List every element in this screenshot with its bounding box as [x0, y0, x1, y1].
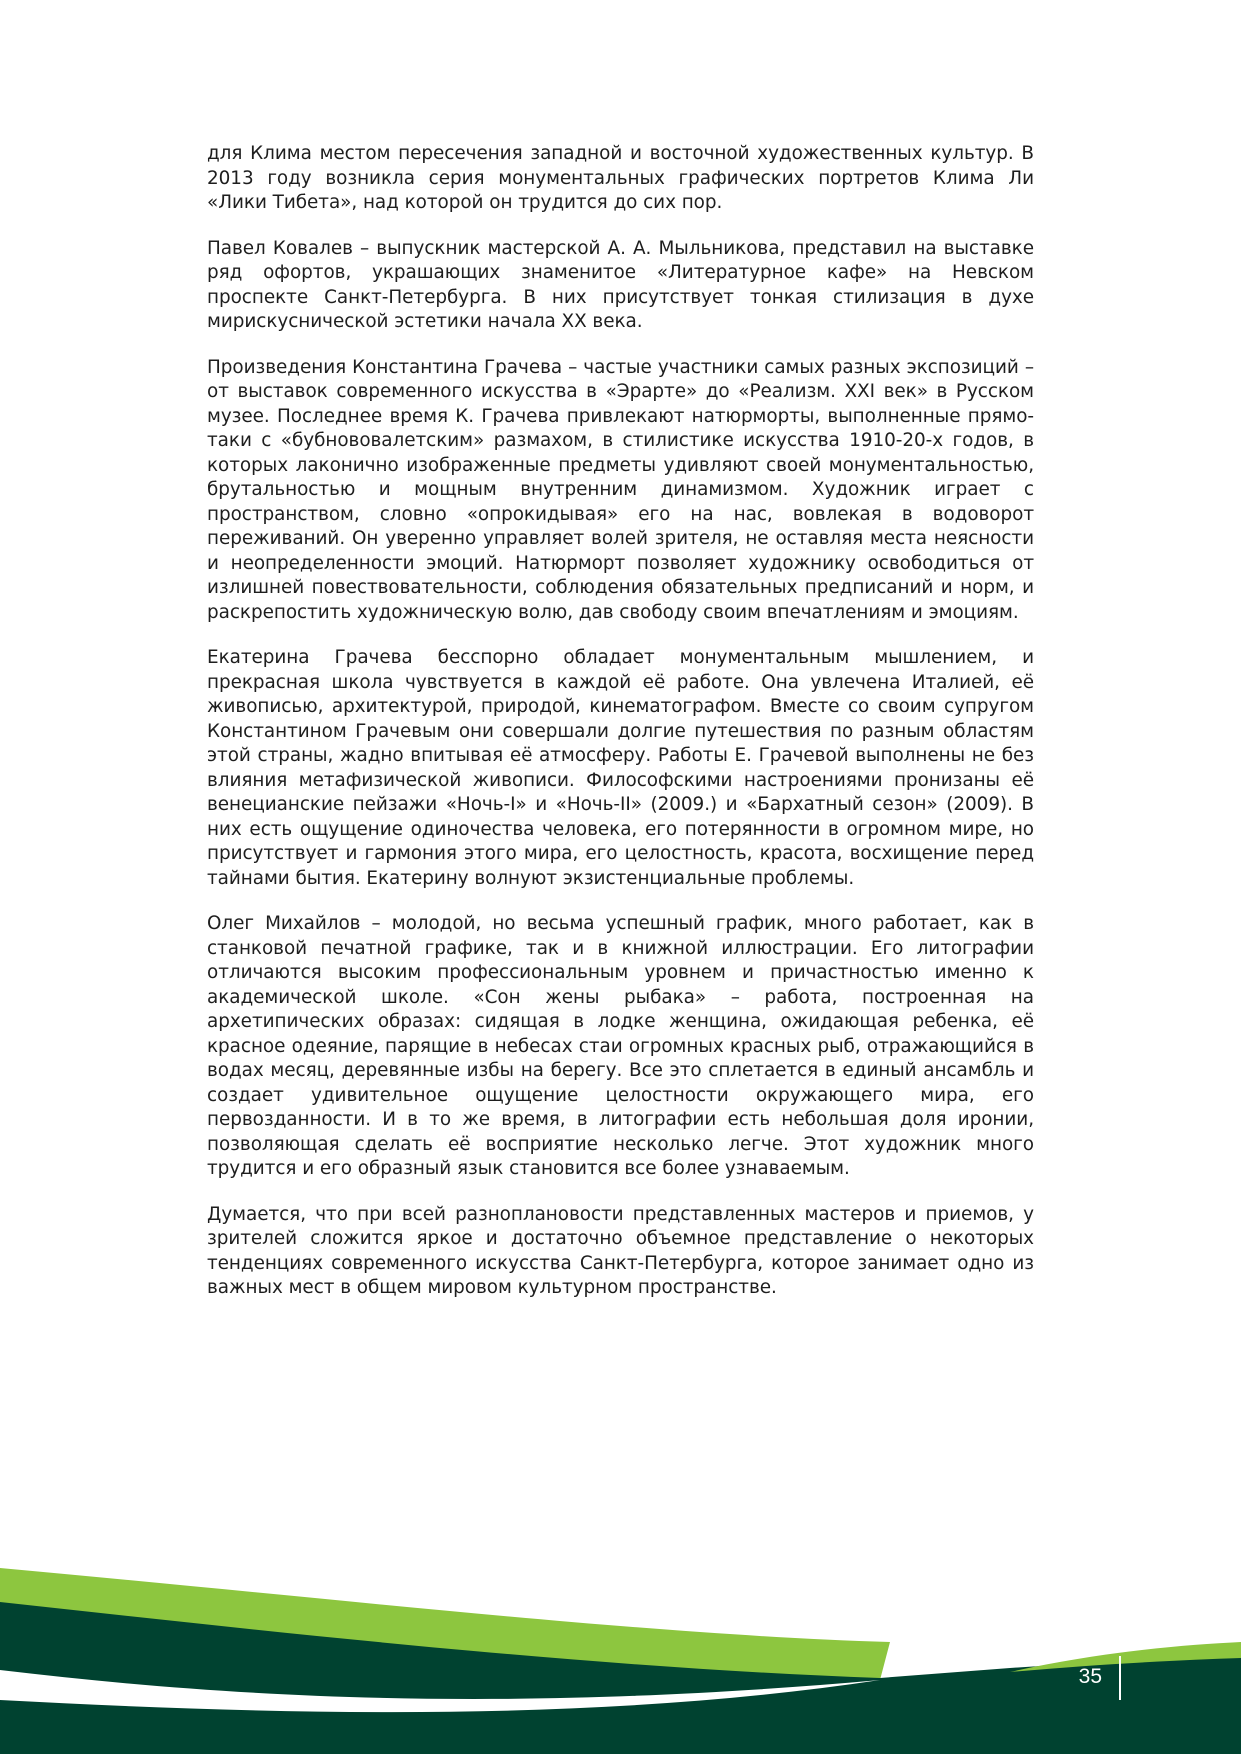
footer-wave-decoration: [0, 1540, 1241, 1754]
paragraph-conclusion: Думается, что при всей разноплановости представленных мастеров и приемов, у зрителей сложится яркое и достаточно объемное представление о некоторых тенденциях современного искусства Санкт-Петербурга, которое занимает одно из важных мест в общем мировом культурном пространстве.: [207, 1203, 1034, 1298]
dark-green-wave: [0, 1602, 1241, 1754]
page-number: 35: [1078, 1665, 1102, 1688]
page-number-divider: [1119, 1656, 1121, 1700]
paragraph-klim-li: для Клима местом пересечения западной и восточной художественных культур. В 2013 году возникла серия монументальных графических портретов Клима Ли «Лики Тибета», над которой он трудится до сих пор.: [207, 143, 1034, 213]
paragraph-ekaterina-gracheva: Екатерина Грачева бесспорно обладает монументальным мышлением, и прекрасная школа чувствуется в каждой её работе. Она увлечена Италией, её живописью, архитектурой, природой, кинематографом. Вместе со своим супругом Константином Грачевым они совершали долгие путешествия по разным областям этой страны, жадно впитывая её атмосферу. Работы Е. Грачевой выполнены не без влияния метафизической живописи. Философскими настроениями пронизаны её венецианские пейзажи «Ночь-I» и «Ночь-II» (2009.) и «Бархатный сезон» (2009). В них есть ощущение одиночества человека, его потерянности в огромном мире, но присутствует и гармония этого мира, его целостность, красота, восхищение перед тайнами бытия. Екатерину волнуют экзистенциальные проблемы.: [207, 647, 1034, 889]
article-body: [207, 142, 1034, 1322]
paragraph-konstantin-grachev: Произведения Константина Грачева – частые участники самых разных экспозиций – от выставок современного искусства в «Эрарте» до «Реализм. XXI век» в Русском музее. Последнее время К. Грачева привлекают натюрморты, выполненные прямо-таки с «бубнововалетским» размахом, в стилистике искусства 1910-20-х годов, в которых лаконично изображенные предметы удивляют своей монументальностью, брутальностью и мощным внутренним динамизмом. Художник играет с пространством, словно «опрокидывая» его на нас, вовлекая в водоворот переживаний. Он уверенно управляет волей зрителя, не оставляя места неясности и неопределенности эмоций. Натюрморт позволяет художнику освободиться от излишней повествовательности, соблюдения обязательных предписаний и норм, и раскрепостить художническую волю, дав свободу своим впечатлениям и эмоциям.: [207, 356, 1034, 623]
paragraph-pavel-kovalev: Павел Ковалев – выпускник мастерской А. А. Мыльникова, представил на выставке ряд офортов, украшающих знаменитое «Литературное кафе» на Невском проспекте Санкт-Петербурга. В них присутствует тонкая стилизация в духе мирискуснической эстетики начала XX века.: [207, 237, 1034, 332]
paragraph-oleg-mikhailov: Олег Михайлов – молодой, но весьма успешный график, много работает, как в станковой печатной графике, так и в книжной иллюстрации. Его литографии отличаются высоким профессиональным уровнем и причастностью именно к академической школе. «Сон жены рыбака» – работа, построенная на архетипических образах: сидящая в лодке женщина, ожидающая ребенка, её красное одеяние, парящие в небесах стаи огромных красных рыб, отражающийся в водах месяц, деревянные избы на берегу. Все это сплетается в единый ансамбль и создает удивительное ощущение целостности окружающего мира, его первозданности. И в то же время, в литографии есть небольшая доля иронии, позволяющая сделать её восприятие несколько легче. Этот художник много трудится и его образный язык становится все более узнаваемым.: [207, 913, 1034, 1179]
